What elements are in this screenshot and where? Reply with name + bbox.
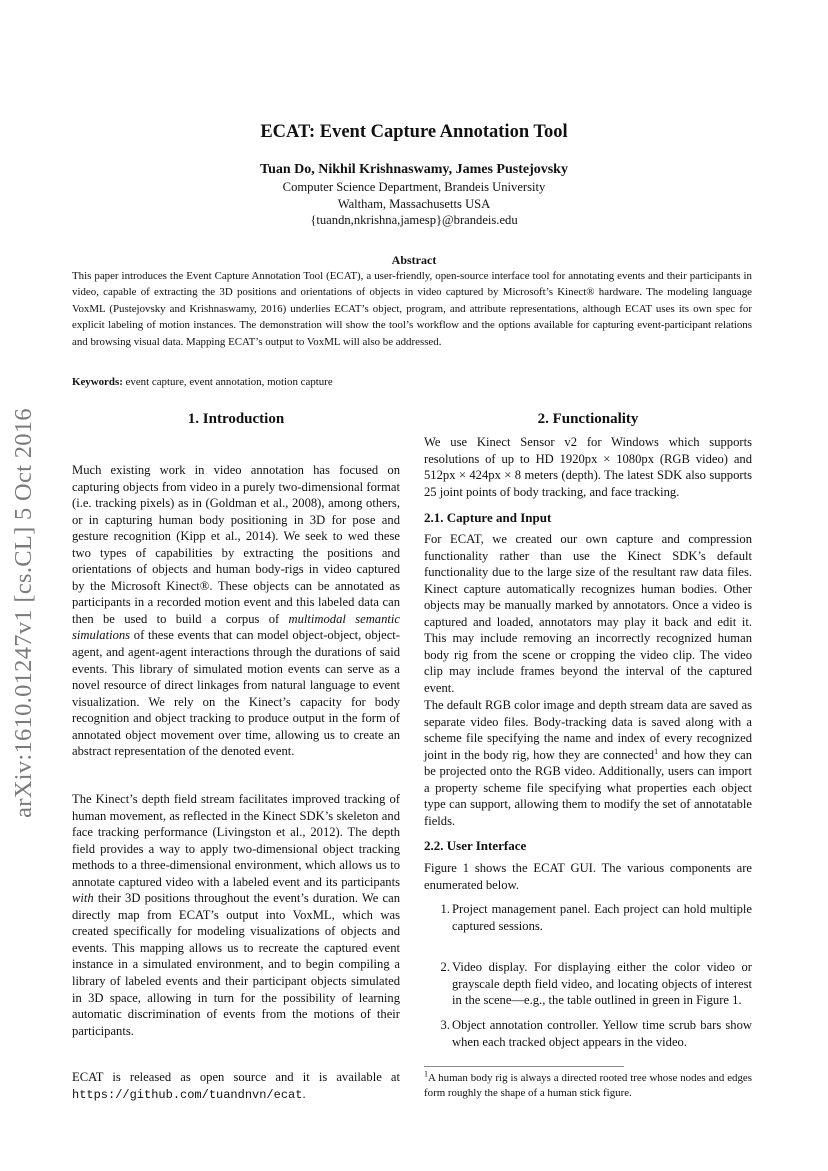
list-item-text: Object annotation controller. Yellow time scrub bars show when each tracked object appears in the video. bbox=[452, 1018, 752, 1049]
paper-title: ECAT: Event Capture Annotation Tool bbox=[260, 122, 568, 142]
intro-p3-text-a: ECAT is released as open source and it is available at bbox=[72, 1070, 400, 1084]
github-link[interactable]: https://github.com/tuandnvn/ecat bbox=[72, 1087, 303, 1102]
footnote-divider bbox=[424, 1066, 624, 1067]
affiliation: Computer Science Department, Brandeis University bbox=[282, 180, 546, 194]
arxiv-sidebar bbox=[2, 378, 46, 848]
capture-paragraph-2 bbox=[424, 697, 752, 829]
subsection-heading-user-interface: 2.2. User Interface bbox=[424, 838, 527, 853]
intro-p3-text-b: . bbox=[302, 1086, 306, 1101]
intro-p2-emphasis: with bbox=[72, 891, 94, 906]
functionality-paragraph: We use Kinect Sensor v2 for Windows which supports resolutions of up to HD 1920px × 1080px (RGB video) and 512px × 424px × 8 meters (depth). The latest SDK also supports 25 joint points of body tracking, and face tracking. bbox=[424, 435, 752, 499]
footnote-text: A human body rig is always a directed rooted tree whose nodes and edges form roughly the shape of a human stick figure. bbox=[424, 1072, 752, 1099]
list-item-number: 1. bbox=[440, 902, 450, 916]
list-item-number: 3. bbox=[440, 1018, 450, 1032]
capture-paragraph-1: For ECAT, we created our own capture and compression functionality rather than use the Kinect SDK’s default functionality due to the large size of the resultant raw data files. Kinect capture automatically recognizes human bodies. Other objects may be manually marked by annotators. Once a video is captured and loaded, annotators may play it back and edit it. This may include removing an incorrectly recognized human body rig from the scene or cropping the video clip. The video clip may include frames beyond the interval of the captured event. bbox=[424, 532, 752, 695]
intro-paragraph-2 bbox=[72, 791, 400, 1039]
author-list: Tuan Do, Nikhil Krishnaswamy, James Pustejovsky bbox=[260, 162, 568, 177]
footnote bbox=[424, 1071, 752, 1101]
email: {tuandn,nkrishna,jamesp}@brandeis.edu bbox=[310, 213, 518, 227]
abstract-heading: Abstract bbox=[391, 253, 437, 267]
abstract-body: This paper introduces the Event Capture Annotation Tool (ECAT), a user-friendly, open-source interface tool for annotating events and their participants in video, capable of extracting the 3D positions and orientations of objects in video captured by Microsoft’s Kinect® hardware. The modeling language VoxML (Pustejovsky and Krishnaswamy, 2016) underlies ECAT’s object, program, and attribute representations, although ECAT uses its own spec for explicit labeling of motion instances. The demonstration will show the tool’s workflow and the options available for capturing event-participant relations and browsing visual data. Mapping ECAT’s output to VoxML will also be addressed. bbox=[72, 270, 752, 348]
intro-p1-text-a: Much existing work in video annotation has focused on capturing objects from video in a purely two-dimensional format (i.e. tracking pixels) as in (Goldman et al., 2008), among others, or in capturing human body positioning in 3D for pose and gesture recognition (Kipp et al., 2014). We seek to wed these two types of capabilities by extracting the positions and orientations of objects and human body-rigs in video captured by the Microsoft Kinect®. These objects can be annotated as participants in a recorded motion event and this labeled data can then be used to build a corpus of bbox=[72, 463, 400, 626]
intro-p2-text-b: their 3D positions throughout the event’s duration. We can directly map from ECAT’s output into VoxML, which was created specifically for modeling visualizations of objects and events. This mapping allows us to recreate the captured event instance in a simulated environment, and to begin compiling a library of labeled events and their participant objects simulated in 3D space, allowing in turn for the possibility of learning automatic discrimination of events from the motions of their participants. bbox=[72, 891, 400, 1038]
intro-p2-text-a: The Kinect’s depth field stream facilitates improved tracking of human movement, as reflected in the Kinect SDK’s skeleton and face tracking performance (Livingston et al., 2012). The depth field provides a way to apply two-dimensional object tracking methods to a three-dimensional environment, which allows us to annotate captured video with a labeled event and its participants bbox=[72, 792, 400, 889]
list-item-number: 2. bbox=[440, 960, 450, 974]
capture-p2-text-b: and how they can be projected onto the RGB video. Additionally, users can import a property scheme file specifying what properties each object type can support, allowing them to modify the set of annotatable fields. bbox=[424, 747, 752, 828]
section-heading-introduction: 1. Introduction bbox=[187, 411, 285, 427]
keywords bbox=[72, 376, 752, 388]
list-item-text: Video display. For displaying either the color video or grayscale depth field video, and locating objects of interest in the scene—e.g., the table outlined in green in Figure 1. bbox=[452, 960, 752, 1008]
subsection-heading-capture: 2.1. Capture and Input bbox=[424, 510, 552, 525]
footnote-number: 1 bbox=[424, 1069, 428, 1079]
arxiv-id-stamp: arXiv:1610.01247v1 [cs.CL] 5 Oct 2016 bbox=[10, 408, 37, 818]
ui-paragraph: Figure 1 shows the ECAT GUI. The various components are enumerated below. bbox=[424, 861, 752, 892]
intro-p1-emphasis: multimodal semantic simulations bbox=[72, 611, 400, 643]
keywords-label: Keywords: bbox=[72, 376, 123, 388]
section-heading-functionality: 2. Functionality bbox=[537, 411, 639, 427]
intro-p1-text-b: of these events that can model object-object, object-agent, and agent-agent interactions through the durations of said events. This library of simulated motion events can serve as a novel resource of direct linkages from natural language to event visualization. We rely on the Kinect’s capacity for body recognition and object tracking to produce output in the form of annotated object movement over time, allowing us to create an abstract representation of the denoted event. bbox=[72, 628, 400, 759]
footnote-marker[interactable]: 1 bbox=[654, 746, 659, 756]
capture-p2-text-a: The default RGB color image and depth stream data are saved as separate video files. Body-tracking data is saved along with a scheme file specifying the name and index of every recognized joint in the body rig, how they are connected bbox=[424, 698, 752, 762]
keywords-text: event capture, event annotation, motion capture bbox=[122, 376, 333, 388]
intro-paragraph-1 bbox=[72, 462, 400, 760]
intro-paragraph-3 bbox=[72, 1069, 400, 1103]
list-item-text: Project management panel. Each project can hold multiple captured sessions. bbox=[452, 902, 752, 933]
location: Waltham, Massachusetts USA bbox=[337, 197, 491, 211]
